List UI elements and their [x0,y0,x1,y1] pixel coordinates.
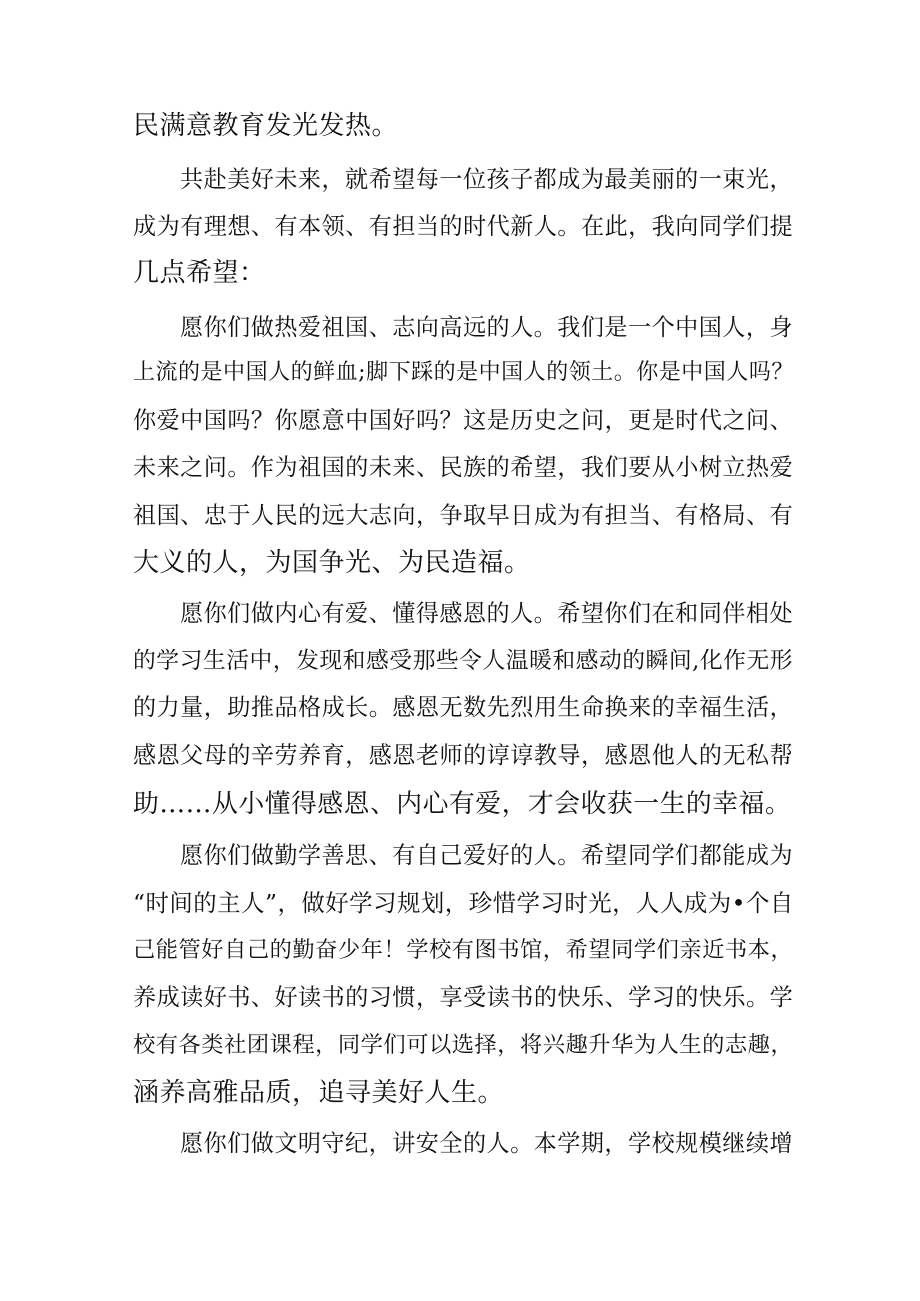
text-line: 校有各类社团课程，同学们可以选择，将兴趣升华为人生的志趣， [133,1032,794,1058]
text-line: 愿你们做勤学善思、有自己爱好的人。希望同学们都能成为 [180,843,794,869]
text-line: 己能管好自己的勤奋少年！学校有图书馆，希望同学们亲近书本， [133,937,794,963]
text-line: 感恩父母的辛劳养育，感恩老师的谆谆教导，感恩他人的无私帮 [133,743,794,769]
text-line: 未来之问。作为祖国的未来、民族的希望，我们要从小树立热爱 [133,455,794,481]
text-line: 几点希望： [133,258,266,288]
text-line: 你爱中国吗？你愿意中国好吗？这是历史之问，更是时代之问、 [133,408,794,434]
text-line: 民满意教育发光发热。 [133,111,399,141]
text-line: 祖国、忠于人民的远大志向，争取早日成为有担当、有格局、有 [133,503,794,529]
text-line: 养成读好书、好读书的习惯，享受读书的快乐、学习的快乐。学 [133,985,794,1011]
text-line: 愿你们做热爱祖国、志向高远的人。我们是一个中国人，身 [180,315,794,341]
text-line: 大义的人，为国争光、为民造福。 [133,548,531,578]
text-line: 愿你们做文明守纪，讲安全的人。本学期，学校规模继续增 [180,1131,794,1157]
text-line: 助……从小懂得感恩、内心有爱，才会收获一生的幸福。 [133,789,792,819]
text-line: “时间的主人”，做好学习规划，珍惜学习时光，人人成为•个自 [133,889,794,917]
text-line: 的力量，助推品格成长。感恩无数先烈用生命换来的幸福生活， [133,695,794,721]
text-line: 共赴美好未来，就希望每一位孩子都成为最美丽的一束光， [180,167,794,193]
text-line: 愿你们做内心有爱、懂得感恩的人。希望你们在和同伴相处 [180,601,794,627]
text-line: 的学习生活中，发现和感受那些令人温暖和感动的瞬间,化作无形 [133,648,794,674]
text-line: 涵养高雅品质，追寻美好人生。 [133,1078,505,1108]
text-line: 成为有理想、有本领、有担当的时代新人。在此，我向同学们提 [133,214,794,240]
text-line: 上流的是中国人的鲜血;脚下踩的是中国人的领土。你是中国人吗？ [133,360,794,385]
